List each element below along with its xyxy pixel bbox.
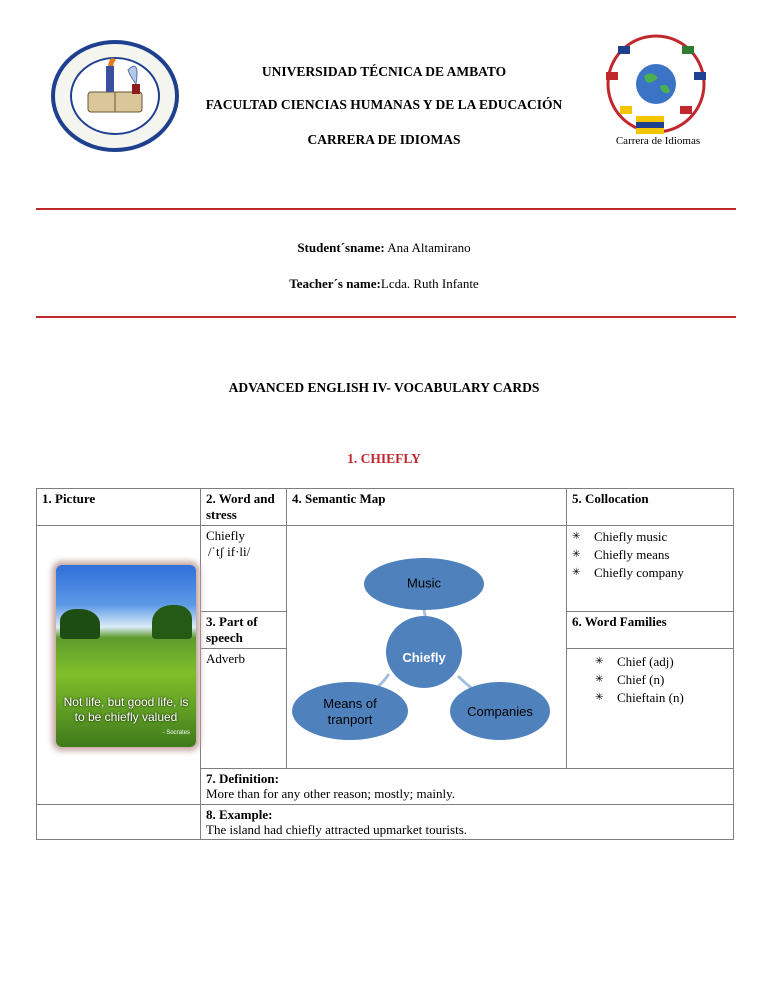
word-value: Chiefly (206, 528, 245, 543)
example-cell (201, 805, 734, 840)
collocation-item: ✳ Chiefly music (572, 528, 728, 546)
node-means-label-line2: tranport (327, 712, 373, 727)
student-value: Ana Altamirano (384, 240, 471, 255)
collocation-cell (567, 526, 734, 612)
student-label: Student´sname: (297, 240, 385, 255)
word-families-cell (567, 649, 734, 769)
entry-heading: 1. CHIEFLY (347, 451, 421, 466)
career-name: CARRERA DE IDIOMAS (307, 132, 461, 147)
word-family-item: ✳ Chieftain (n) (595, 689, 728, 707)
part-of-speech-value: Adverb (201, 649, 287, 769)
top-red-rule (36, 208, 736, 210)
picture-header: 1. Picture (37, 489, 201, 526)
definition-value: More than for any other reason; mostly; mainly. (206, 786, 455, 801)
idiomas-logo-caption: Carrera de Idiomas (615, 135, 701, 147)
teacher-name-line (160, 276, 608, 292)
node-means-of-transport (292, 682, 408, 740)
pronunciation-value: /ˈtʃ if·li/ (208, 544, 251, 559)
faculty-name: FACULTAD CIENCIAS HUMANAS Y DE LA EDUCACIÓN (205, 97, 563, 112)
teacher-label: Teacher´s name: (289, 276, 381, 291)
node-companies-label: Companies (467, 704, 533, 719)
idiomas-logo (596, 32, 722, 150)
example-value: The island had chiefly attracted upmarket tourists. (206, 822, 467, 837)
example-header: 8. Example: (206, 807, 273, 822)
collocation-item: ✳ Chiefly company (572, 564, 728, 582)
part-of-speech-header: 3. Part of speech (201, 612, 287, 649)
word-cell (201, 526, 287, 612)
picture-author: - Socrates (162, 730, 190, 736)
definition-header: 7. Definition: (206, 771, 279, 786)
document-title: ADVANCED ENGLISH IV- VOCABULARY CARDS (228, 380, 540, 395)
picture-caption-line2: to be chiefly valued (74, 710, 178, 724)
node-music-label: Music (407, 575, 441, 591)
definition-cell (201, 769, 734, 805)
word-family-item: ✳ Chief (n) (595, 671, 728, 689)
collocation-header: 5. Collocation (567, 489, 734, 526)
semantic-map-header: 4. Semantic Map (287, 489, 567, 526)
teacher-value: Lcda. Ruth Infante (380, 276, 479, 291)
word-families-header: 6. Word Families (567, 612, 734, 649)
word-family-item: ✳ Chief (adj) (595, 653, 728, 671)
bottom-red-rule (36, 316, 736, 318)
node-means-label-line1: Means of (323, 696, 377, 711)
node-chiefly-label: Chiefly (402, 650, 446, 665)
picture-caption-line1: Not life, but good life, is (63, 695, 189, 709)
example-empty-cell (37, 805, 201, 840)
student-name-line (160, 240, 608, 256)
word-header: 2. Word and stress (201, 489, 287, 526)
collocation-item: ✳ Chiefly means (572, 546, 728, 564)
semantic-map (286, 524, 564, 766)
picture-cell (37, 526, 201, 805)
vocabulary-picture (56, 565, 196, 747)
university-name: UNIVERSIDAD TÉCNICA DE AMBATO (261, 64, 507, 79)
